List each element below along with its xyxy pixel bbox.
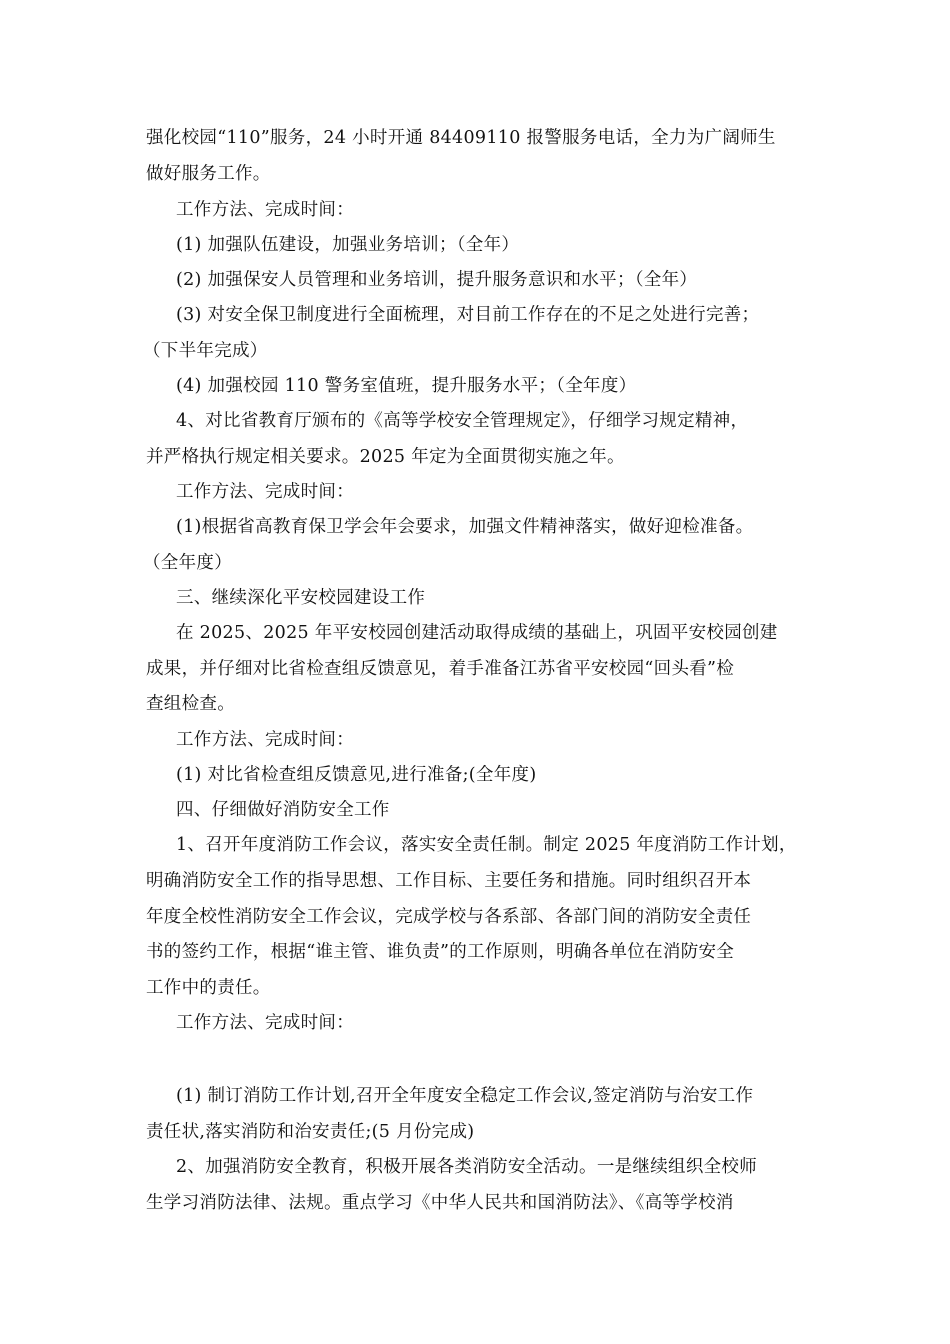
paragraph-start: 在 2025、2025 年平安校园创建活动取得成绩的基础上，巩固平安校园创建 — [176, 623, 778, 643]
text-line: 工作中的责任。 — [146, 978, 271, 998]
text-line: 年度全校性消防安全工作会议，完成学校与各系部、各部门间的消防安全责任 — [146, 907, 752, 927]
list-item: (1) 加强队伍建设，加强业务培训；（全年） — [176, 235, 520, 255]
list-item: (1) 对比省检查组反馈意见,进行准备;(全年度) — [176, 765, 537, 785]
text-line: （全年度） — [143, 553, 232, 573]
section-label: 工作方法、完成时间： — [176, 200, 354, 220]
list-item: (1)根据省高教育保卫学会年会要求，加强文件精神落实，做好迎检准备。 — [176, 517, 754, 537]
section-label: 工作方法、完成时间： — [176, 482, 354, 502]
list-item: (3) 对安全保卫制度进行全面梳理，对目前工作存在的不足之处进行完善； — [176, 305, 760, 325]
text-line: 强化校园“110”服务，24 小时开通 84409110 报警服务电话，全力为广阔师生 — [146, 128, 776, 148]
section-label: 工作方法、完成时间： — [176, 1013, 354, 1033]
section-heading: 三、继续深化平安校园建设工作 — [176, 588, 426, 608]
list-item: (2) 加强保安人员管理和业务培训，提升服务意识和水平；（全年） — [176, 270, 698, 290]
text-line: 查组检查。 — [146, 694, 235, 714]
text-line: 书的签约工作，根据“谁主管、谁负责”的工作原则，明确各单位在消防安全 — [146, 942, 735, 962]
paragraph-start: 2、加强消防安全教育，积极开展各类消防安全活动。一是继续组织全校师 — [176, 1157, 758, 1177]
list-item: (4) 加强校园 110 警务室值班，提升服务水平；（全年度） — [176, 376, 637, 396]
text-line: 并严格执行规定相关要求。2025 年定为全面贯彻实施之年。 — [146, 447, 625, 467]
text-line: 明确消防安全工作的指导思想、工作目标、主要任务和措施。同时组织召开本 — [146, 871, 752, 891]
list-item: (1) 制订消防工作计划,召开全年度安全稳定工作会议,签定消防与治安工作 — [176, 1086, 754, 1106]
text-line: 成果，并仔细对比省检查组反馈意见，着手准备江苏省平安校园“回头看”检 — [146, 659, 735, 679]
text-line: （下半年完成） — [143, 341, 268, 361]
section-label: 工作方法、完成时间： — [176, 730, 354, 750]
paragraph-start: 1、召开年度消防工作会议，落实安全责任制。制定 2025 年度消防工作计划， — [176, 835, 797, 855]
text-line: 做好服务工作。 — [146, 164, 271, 184]
text-line: 责任状,落实消防和治安责任;(5 月份完成) — [146, 1122, 475, 1142]
text-line: 生学习消防法律、法规。重点学习《中华人民共和国消防法》、《高等学校消 — [146, 1193, 734, 1213]
section-heading: 四、仔细做好消防安全工作 — [176, 800, 390, 820]
paragraph-start: 4、对比省教育厅颁布的《高等学校安全管理规定》，仔细学习规定精神， — [176, 411, 749, 431]
